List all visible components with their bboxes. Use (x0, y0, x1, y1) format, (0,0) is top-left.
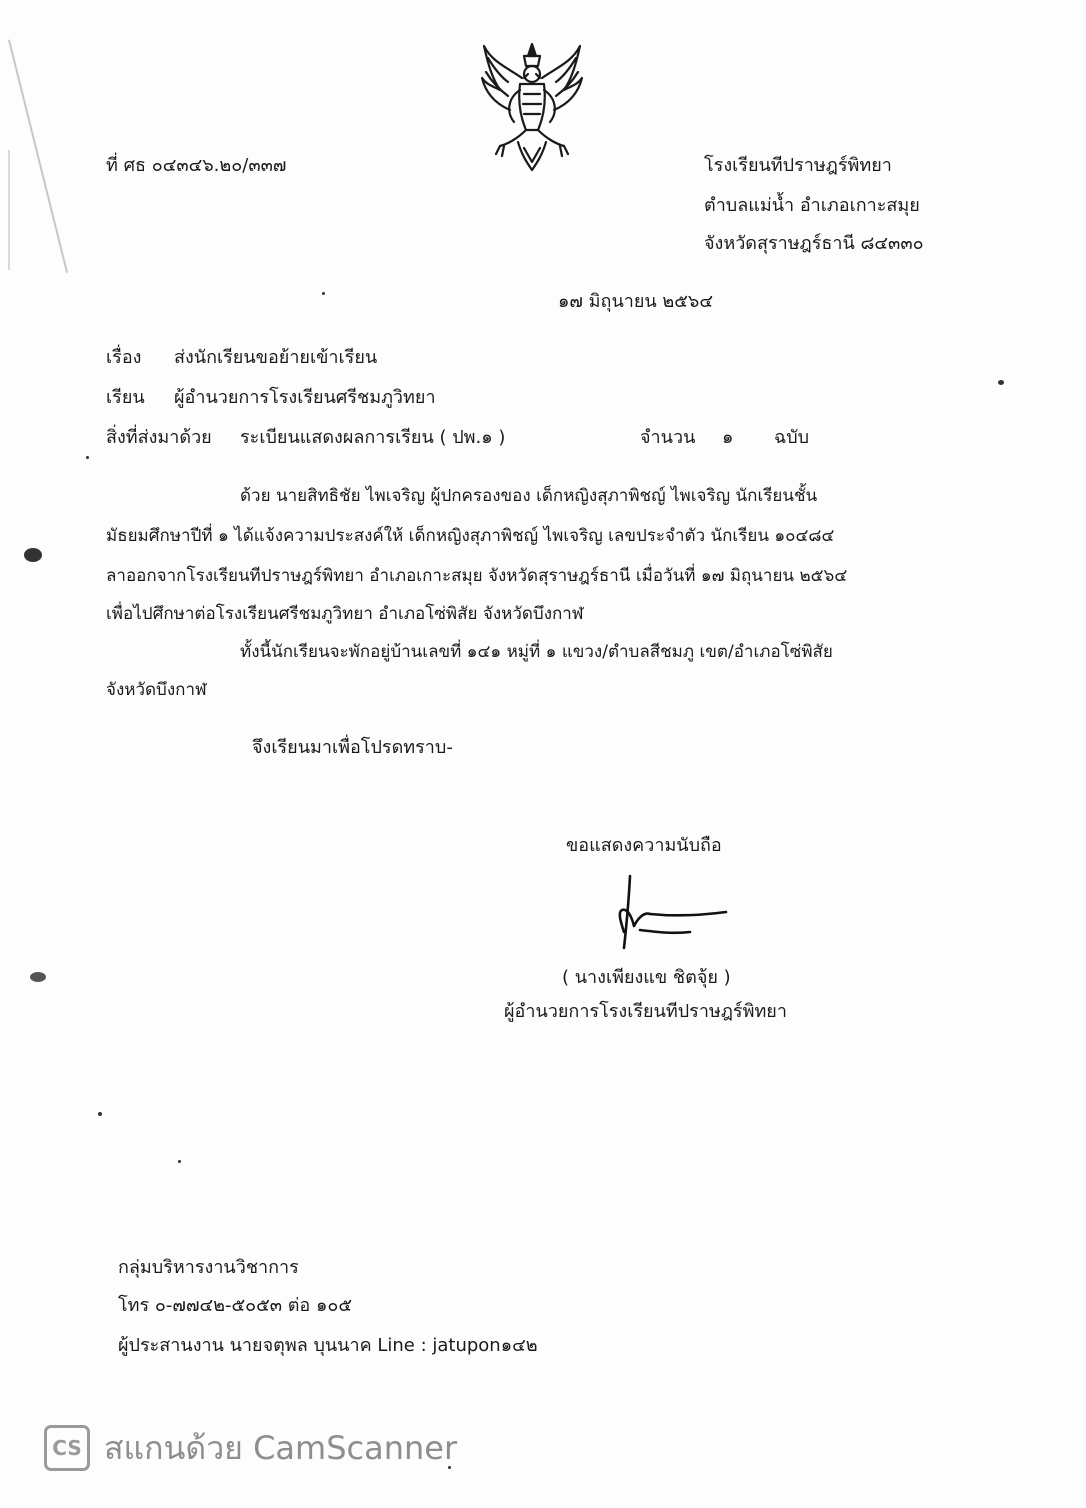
school-subdistrict-district: ตำบลแม่น้ำ อำเภอเกาะสมุย (704, 195, 920, 216)
letter-date: ๑๗ มิถุนายน ๒๕๖๔ (558, 291, 713, 312)
closing-request: จึงเรียนมาเพื่อโปรดทราบ- (252, 737, 453, 758)
subject-label: เรื่อง (106, 347, 142, 368)
footer-coordinator: ผู้ประสานงาน นายจตุพล บุนนาค Line : jatupon๑๔๒ (118, 1335, 538, 1356)
enclosure-label: สิ่งที่ส่งมาด้วย (106, 427, 212, 448)
recipient-value: ผู้อำนวยการโรงเรียนศรีชมภูวิทยา (174, 387, 436, 408)
scan-speck (86, 456, 89, 459)
handwritten-signature (610, 872, 730, 954)
school-name: โรงเรียนทีปราษฎร์พิทยา (704, 155, 892, 176)
enclosure-quantity-label: จำนวน (640, 427, 696, 448)
scan-speck (30, 972, 46, 982)
body-line: จังหวัดบึงกาฬ (106, 680, 207, 700)
scan-speck (178, 1160, 181, 1163)
signatory-name: ( นางเพียงแข ชิตจุ้ย ) (562, 967, 731, 988)
school-province-zip: จังหวัดสุราษฎร์ธานี ๘๔๓๓๐ (704, 233, 924, 254)
subject-value: ส่งนักเรียนขอย้ายเข้าเรียน (174, 347, 378, 368)
footer-department: กลุ่มบริหารงานวิชาการ (118, 1257, 299, 1278)
camscanner-logo-icon: CS (44, 1425, 90, 1471)
body-line: มัธยมศึกษาปีที่ ๑ ได้แจ้งความประสงค์ให้ เด็กหญิงสุภาพิชญ์ ไพเจริญ เลขประจำตัว นักเรียน ๑๐๔๘๔ (106, 526, 835, 546)
scan-edge-line (8, 40, 68, 273)
scan-speck (98, 1112, 102, 1116)
reference-number: ที่ ศธ ๐๔๓๔๖.๒๐/๓๓๗ (106, 155, 287, 176)
signatory-position: ผู้อำนวยการโรงเรียนทีปราษฎร์พิทยา (504, 1001, 787, 1022)
scan-speck (322, 292, 325, 295)
camscanner-text: สแกนด้วย CamScanner (104, 1428, 458, 1467)
recipient-label: เรียน (106, 387, 145, 408)
enclosure-quantity-unit: ฉบับ (774, 427, 810, 448)
scan-speck (998, 380, 1004, 385)
body-line: เพื่อไปศึกษาต่อโรงเรียนศรีชมภูวิทยา อำเภอโซ่พิสัย จังหวัดบึงกาฬ (106, 604, 584, 624)
garuda-emblem (478, 38, 586, 178)
footer-phone: โทร ๐-๗๗๔๒-๕๐๕๓ ต่อ ๑๐๕ (118, 1295, 352, 1316)
scan-speck (24, 548, 42, 562)
enclosure-value: ระเบียนแสดงผลการเรียน ( ปพ.๑ ) (240, 427, 506, 448)
enclosure-quantity-value: ๑ (722, 427, 734, 448)
body-line: ทั้งนี้นักเรียนจะพักอยู่บ้านเลขที่ ๑๔๑ หมู่ที่ ๑ แขวง/ตำบลสีชมภู เขต/อำเภอโซ่พิสัย (240, 642, 833, 662)
closing-salutation: ขอแสดงความนับถือ (566, 835, 722, 856)
camscanner-watermark (44, 1420, 457, 1476)
body-line: ลาออกจากโรงเรียนทีปราษฎร์พิทยา อำเภอเกาะสมุย จังหวัดสุราษฎร์ธานี เมื่อวันที่ ๑๗ มิถุนายน ๒๕๖๔ (106, 566, 848, 586)
scan-edge-line (8, 150, 10, 270)
body-line: ด้วย นายสิทธิชัย ไพเจริญ ผู้ปกครองของ เด็กหญิงสุภาพิชญ์ ไพเจริญ นักเรียนชั้น (240, 486, 818, 506)
